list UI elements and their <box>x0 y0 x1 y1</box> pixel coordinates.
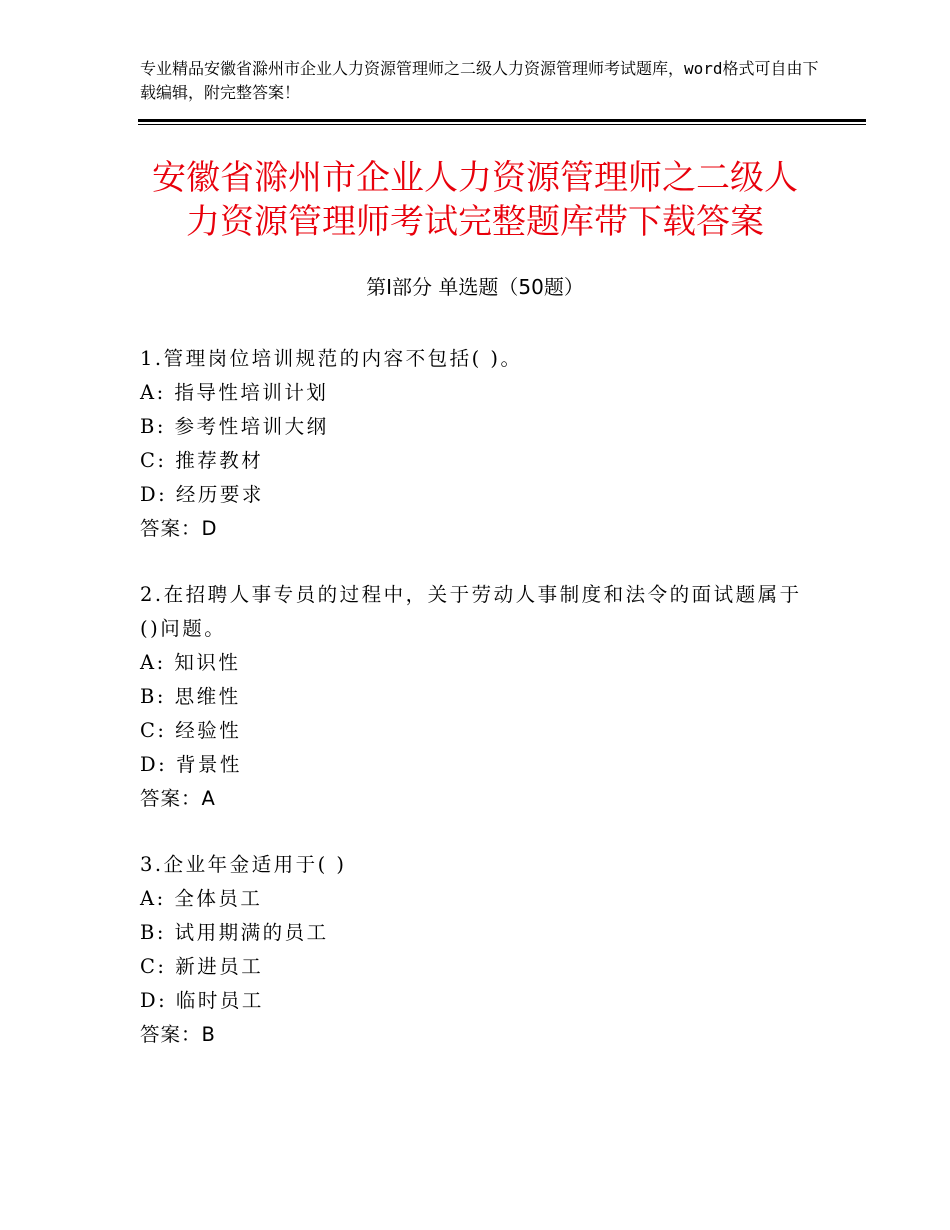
option-b: B: 参考性培训大纲 <box>140 415 329 438</box>
document-title <box>100 156 850 244</box>
question-stem: 2.在招聘人事专员的过程中，关于劳动人事制度和法令的面试题属于 <box>140 583 802 606</box>
header-note: 专业精品安徽省滁州市企业人力资源管理师之二级人力资源管理师考试题库，word格式可自由下载编辑，附完整答案！ <box>140 59 819 102</box>
option-a: A: 知识性 <box>140 651 241 674</box>
question-1 <box>140 342 830 546</box>
question-stem: 1.管理岗位培训规范的内容不包括( )。 <box>140 347 523 370</box>
answer-key: 答案：D <box>140 517 218 540</box>
divider-thick-line <box>138 119 866 122</box>
option-d: D: 临时员工 <box>140 989 264 1012</box>
answer-key: 答案：A <box>140 787 216 810</box>
section-heading: 第Ⅰ部分 单选题（50题） <box>366 275 584 299</box>
question-stem: 3.企业年金适用于( ) <box>140 853 347 876</box>
answer-key: 答案：B <box>140 1023 216 1046</box>
question-list <box>140 342 830 1084</box>
option-c: C: 经验性 <box>140 719 242 742</box>
document-title-line-2: 力资源管理师考试完整题库带下载答案 <box>186 202 764 242</box>
header-divider <box>138 119 866 125</box>
option-a: A: 指导性培训计划 <box>140 381 329 404</box>
question-stem-continued: ()问题。 <box>140 617 227 640</box>
question-2 <box>140 578 830 816</box>
document-title-line-1: 安徽省滁州市企业人力资源管理师之二级人 <box>152 158 798 198</box>
option-d: D: 经历要求 <box>140 483 264 506</box>
option-c: C: 新进员工 <box>140 955 264 978</box>
divider-thin-line <box>138 124 866 125</box>
option-c: C: 推荐教材 <box>140 449 264 472</box>
option-b: B: 试用期满的员工 <box>140 921 329 944</box>
option-d: D: 背景性 <box>140 753 242 776</box>
question-3 <box>140 848 830 1052</box>
option-a: A: 全体员工 <box>140 887 263 910</box>
option-b: B: 思维性 <box>140 685 241 708</box>
